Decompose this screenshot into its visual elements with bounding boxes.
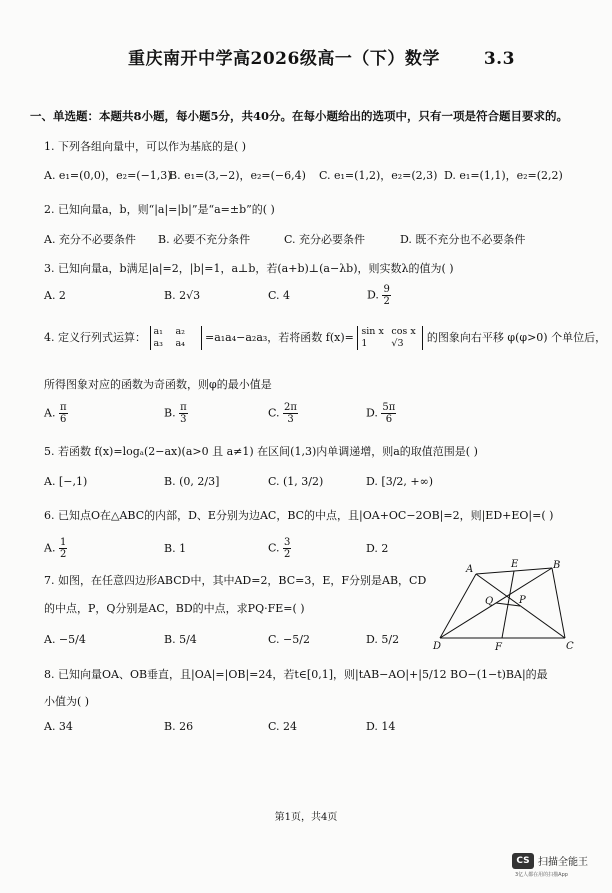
q7-option-b: B. 5/4 — [164, 633, 197, 646]
brand-name: 扫描全能王 — [538, 857, 588, 868]
q8-option-d: D. 14 — [366, 720, 396, 733]
q2-option-c: C. 充分必要条件 — [284, 233, 366, 246]
q8-line2: 小值为( ) — [44, 695, 90, 708]
q8-line1: 8. 已知向量OA、OB垂直，且|OA|=|OB|=24，若t∈[0,1]，则|tAB−AO|+|5/12 BO−(1−t)BA|的最 — [44, 668, 548, 681]
q3-option-c: C. 4 — [268, 289, 291, 302]
label-f: F — [495, 642, 502, 653]
q3-stem: 3. 已知向量a，b满足|a|=2，|b|=1，a⊥b，若(a+b)⊥(a−λb)，则实数λ的值为( ) — [44, 262, 454, 275]
q6-option-b: B. 1 — [164, 542, 187, 555]
q2-option-d: D. 既不充分也不必要条件 — [400, 233, 526, 246]
q3-option-d: D. $\frac{9}{2}$ — [367, 284, 390, 307]
q5-option-b: B. (0, 2/3] — [164, 475, 220, 488]
q3-option-b: B. 2√3 — [164, 289, 201, 302]
q4-determinant-def: a₁ a₂ a₃ a₄ — [150, 326, 202, 350]
q1-option-d: D. e₁=(1,1)，e₂=(2,2) — [444, 169, 563, 182]
q3-d-fraction: $\frac{9}{2}$ — [383, 284, 390, 307]
q8-option-a: A. 34 — [44, 720, 73, 733]
q5-stem: 5. 若函数 f(x)=logₐ(2−ax)(a>0 且 a≠1) 在区间(1,3)内单调递增，则a的取值范围是( ) — [44, 445, 478, 458]
page-footer: 第1页，共4页 — [274, 812, 338, 823]
q7-option-d: D. 5/2 — [366, 633, 400, 646]
edge-bc — [552, 568, 565, 638]
q1-option-b: B. e₁=(3,−2)，e₂=(−6,4) — [169, 169, 306, 182]
q7-options — [44, 633, 424, 659]
q2-options — [44, 231, 584, 257]
q8-option-c: C. 24 — [268, 720, 298, 733]
q4-option-a: A. $\frac{\pi}{6}$ — [44, 402, 67, 425]
q6-option-a: A. $\frac{1}{2}$ — [44, 537, 67, 560]
q5-option-d: D. [3/2, +∞) — [366, 475, 434, 488]
q2-option-b: B. 必要不充分条件 — [158, 233, 251, 246]
label-b: B — [553, 560, 561, 571]
q2-option-a: A. 充分不必要条件 — [44, 233, 136, 246]
q4-options — [44, 402, 584, 428]
q4-option-c: C. $\frac{2\pi}{3}$ — [268, 402, 297, 425]
q7-line1: 7. 如图，在任意四边形ABCD中，其中AD=2，BC=3，E，F分别是AB，CD — [44, 574, 427, 587]
q6-option-c: C. $\frac{3}{2}$ — [268, 537, 291, 560]
q5-option-c: C. (1, 3/2) — [268, 475, 324, 488]
label-a: A — [466, 564, 474, 575]
title-version: 3.3 — [483, 49, 515, 69]
label-p: P — [519, 595, 526, 606]
q3-option-a: A. 2 — [44, 289, 66, 302]
q8-options — [44, 720, 584, 746]
brand-tagline: 3亿人都在用的扫描App — [515, 872, 568, 878]
q7-option-a: A. −5/4 — [44, 633, 86, 646]
q4-stem: 4. 定义行列式运算： a₁ a₂ a₃ a₄ =a₁a₄−a₂a₃，若将函数 f(x)= sin x cos x 1 √3 的图象向右平移 φ(φ>0) 个单位后， — [44, 326, 607, 349]
label-e: E — [511, 559, 519, 570]
q7-option-c: C. −5/2 — [268, 633, 310, 646]
q6-option-d: D. 2 — [366, 542, 389, 555]
section-heading: 一、单选题：本题共8小题，每小题5分，共40分。在每小题给出的选项中，只有一项是符合题目要求的。 — [30, 109, 569, 123]
title-main: 重庆南开中学高2026级高一（下）数学 — [128, 49, 440, 69]
q4-line2: 所得图象对应的函数为奇函数，则φ的最小值是 — [44, 378, 272, 391]
q4-determinant-fx: sin x cos x 1 √3 — [357, 326, 423, 350]
edge-da — [440, 574, 476, 638]
q1-options — [44, 167, 584, 193]
q4-option-d: D. $\frac{5\pi}{6}$ — [366, 402, 396, 425]
q1-stem: 1. 下列各组向量中，可以作为基底的是( ) — [44, 140, 247, 153]
q1-option-a: A. e₁=(0,0)，e₂=(−1,3) — [44, 169, 172, 182]
q3-options — [44, 284, 584, 315]
q8-option-b: B. 26 — [164, 720, 194, 733]
q7-quadrilateral-figure — [428, 558, 578, 658]
camscanner-logo: CS — [512, 853, 534, 869]
q1-option-c: C. e₁=(1,2)，e₂=(2,3) — [319, 169, 438, 182]
label-c: C — [566, 641, 574, 652]
page-title — [128, 44, 515, 69]
q4-option-b: B. $\frac{\pi}{3}$ — [164, 402, 187, 425]
label-d: D — [433, 641, 442, 652]
q5-options — [44, 475, 584, 501]
label-q: Q — [485, 596, 494, 607]
q6-stem: 6. 已知点O在△ABC的内部，D、E分别为边AC，BC的中点，且|OA+OC−2OB|=2，则|ED+EO|=( ) — [44, 509, 554, 522]
q5-option-a: A. [−,1) — [44, 475, 88, 488]
q2-stem: 2. 已知向量a，b，则“|a|=|b|”是“a=±b”的( ) — [44, 203, 275, 216]
q7-line2: 的中点，P，Q分别是AC，BD的中点，求PQ·FE=( ) — [44, 602, 305, 615]
